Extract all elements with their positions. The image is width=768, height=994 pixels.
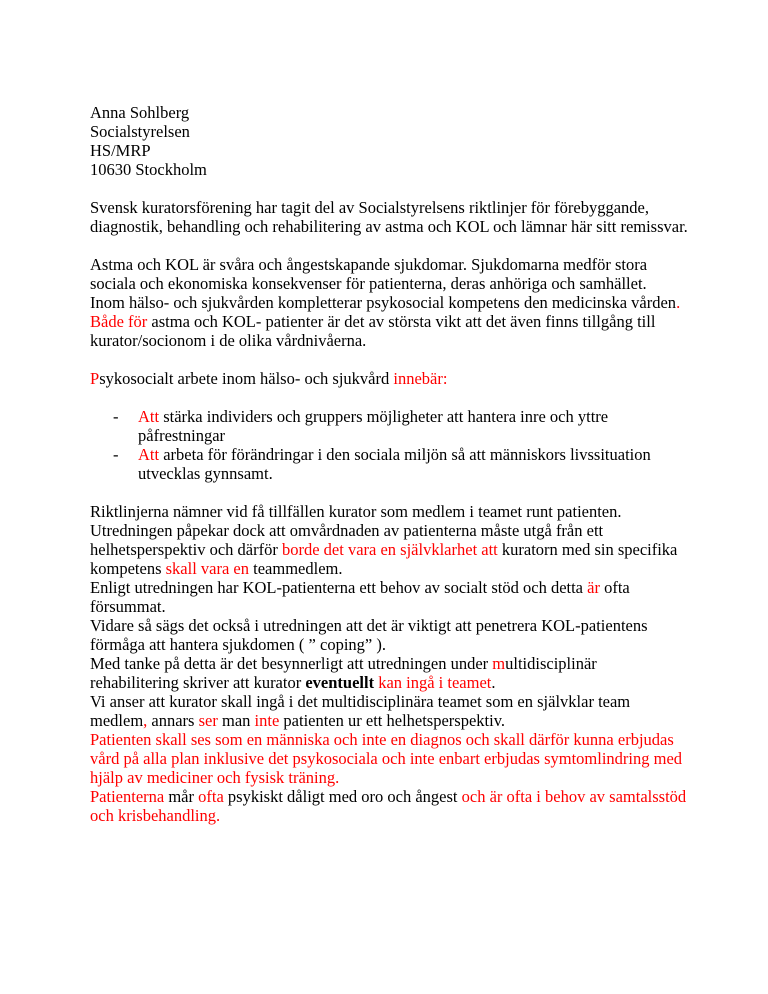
paragraph-guidelines: [90, 502, 688, 825]
recipient-name: Anna Sohlberg: [90, 103, 190, 122]
guidelines-text: Riktlinjerna nämner vid få tillfällen kurator som medlem i teamet runt patienten. Utredningen påpekar dock att omvårdnaden av patienterna måste utgå från ett helhetsperspektiv och därför borde det vara en självklarhet att kuratorn med sin specifika kompetens skall vara en teammedlem.: [90, 502, 678, 578]
access-text: Både för astma och KOL- patienter är det av största vikt att det även finns tillgång till kurator/socionom i de olika vårdnivåerna.: [90, 312, 656, 350]
recipient-org: Socialstyrelsen: [90, 122, 190, 141]
patient-care-text: Patienten skall ses som en människa och inte en diagnos och skall därför kunna erbjudas vård på alla plan inklusive det psykosociala och inte enbart erbjudas symtomlindring med hjälp av mediciner och fysisk träning.: [90, 730, 683, 787]
team-member-text: Vi anser att kurator skall ingå i det multidisciplinära teamet som en självklar team medlem, annars ser man inte patienten ur ett helhetsperspektiv.: [90, 692, 631, 730]
coping-text: Vidare så sägs det också i utredningen att det är viktigt att penetrera KOL-patientens förmåga att hantera sjukdomen ( ” coping” ).: [90, 616, 648, 654]
recipient-dept: HS/MRP: [90, 141, 151, 160]
healthcare-text: Inom hälso- och sjukvården kompletterar psykosocial kompetens den medicinska vården.: [90, 293, 681, 312]
psychosocial-heading: Psykosocialt arbete inom hälso- och sjukvård innebär:: [90, 369, 448, 388]
rehabilitation-text: Med tanke på detta är det besynnerligt att utredningen under multidisciplinär rehabilitering skriver att kurator eventuellt kan ingå i teamet.: [90, 654, 597, 692]
list-item: - Att stärka individers och gruppers möjligheter att hantera inre och yttre påfrestningar: [113, 407, 609, 445]
social-support-text: Enligt utredningen har KOL-patienterna ett behov av socialt stöd och detta är ofta försummat.: [90, 578, 630, 616]
recipient-address: [90, 103, 688, 179]
bullet-list: [90, 407, 688, 483]
disease-text: Astma och KOL är svåra och ångestskapande sjukdomar. Sjukdomarna medför stora sociala och ekonomiska konsekvenser för patienterna, deras anhöriga och samhället.: [90, 255, 648, 293]
intro-paragraph: Svensk kuratorsförening har tagit del av Socialstyrelsens riktlinjer för förebyggande, diagnostik, behandling och rehabilitering av astma och KOL och lämnar här sitt remissvar.: [90, 198, 688, 236]
list-item: - Att arbeta för förändringar i den sociala miljön så att människors livssituation utvecklas gynnsamt.: [113, 445, 651, 483]
recipient-city: 10630 Stockholm: [90, 160, 207, 179]
paragraph-disease: [90, 255, 688, 350]
patient-wellbeing-text: Patienterna mår ofta psykiskt dåligt med oro och ångest och är ofta i behov av samtalsstöd och krisbehandling.: [90, 787, 687, 825]
